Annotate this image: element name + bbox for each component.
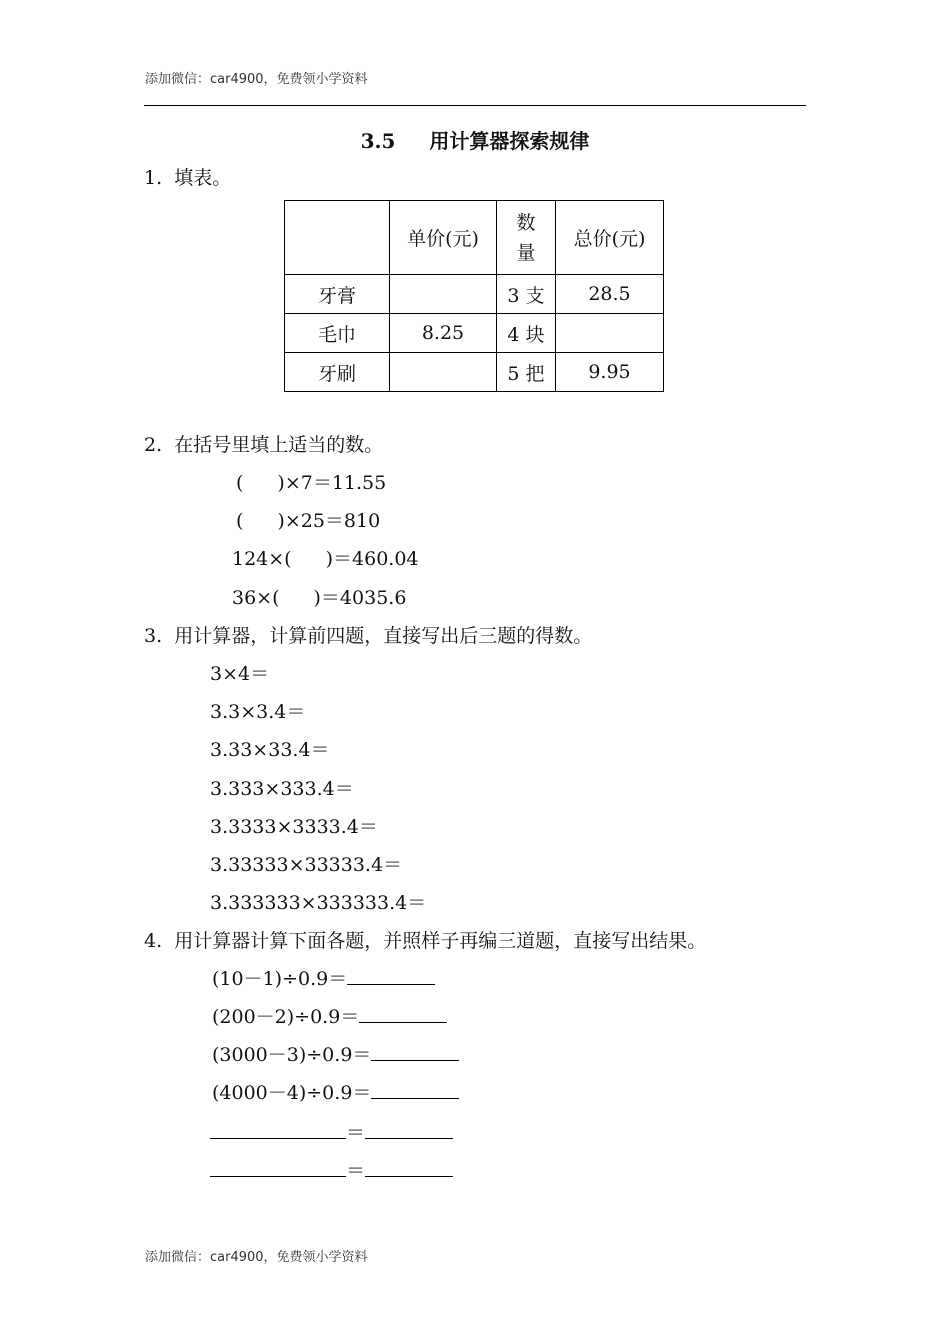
q2-item [232,546,419,572]
q2-item [232,585,406,611]
section-number: 3.5 [360,129,396,153]
answer-blank[interactable] [347,966,435,985]
table-cell[interactable] [556,314,664,353]
q4-item [212,1004,447,1030]
equals-sign: ＝ [346,1122,366,1144]
expression-blank[interactable] [276,1158,346,1177]
header-watermark: 添加微信：car4900，免费领小学资料 [145,72,368,87]
q4-prompt: 4. 用计算器计算下面各题，并照样子再编三道题，直接写出结果。 [144,930,707,952]
header-rule [144,105,806,106]
q4-blank-item [210,1158,453,1184]
q3-item: 3.33333×33333.4＝ [210,854,403,876]
q3-item: 3.3×3.4＝ [210,701,306,723]
answer-blank[interactable] [365,1120,453,1139]
q4-item [212,1042,459,1068]
q2-prompt: 2. 在括号里填上适当的数。 [144,434,384,456]
q3-prompt: 3. 用计算器，计算前四题，直接写出后三题的得数。 [144,625,593,647]
page-title [0,125,950,154]
q2-item-close: )＝460.04 [325,548,419,570]
table-header-cell: 总价(元) [556,201,664,275]
section-title: 用计算器探索规律 [429,129,590,153]
table-cell: 牙膏 [285,275,390,314]
table-cell: 4 块 [497,314,556,353]
q2-item-open: 36×( [232,587,280,609]
q3-item: 3×4＝ [210,663,270,685]
q4-expression: (200－2)÷0.9＝ [212,1006,360,1028]
q3-item: 3.333333×333333.4＝ [210,892,427,914]
price-table [284,200,664,392]
answer-blank[interactable] [371,1042,459,1061]
q2-item-close: )×7＝11.55 [277,472,387,494]
table-header-cell [497,201,556,275]
q4-expression: (4000－4)÷0.9＝ [212,1082,372,1104]
expression-blank[interactable] [210,1158,276,1177]
expression-blank[interactable] [276,1120,346,1139]
q2-item [236,470,386,496]
q4-expression: (3000－3)÷0.9＝ [212,1044,372,1066]
footer-watermark: 添加微信：car4900，免费领小学资料 [145,1250,368,1265]
expression-blank[interactable] [210,1120,276,1139]
q3-item: 3.333×333.4＝ [210,778,354,800]
table-cell: 28.5 [556,275,664,314]
q3-item: 3.33×33.4＝ [210,739,330,761]
q3-item: 3.3333×3333.4＝ [210,816,378,838]
table-cell: 毛巾 [285,314,390,353]
equals-sign: ＝ [346,1160,366,1182]
table-cell: 3 支 [497,275,556,314]
table-row [285,314,664,353]
table-cell: 9.95 [556,353,664,392]
q2-item [236,508,380,534]
q4-item [212,966,435,992]
answer-blank[interactable] [371,1080,459,1099]
q2-item-close: )×25＝810 [277,510,381,532]
q2-item-open: ( [236,510,244,532]
qty-header-bottom: 量 [516,241,536,264]
table-header-cell [285,201,390,275]
qty-header-top: 数 [516,211,536,234]
table-cell: 牙刷 [285,353,390,392]
table-row [285,353,664,392]
table-cell[interactable] [390,353,497,392]
table-header-cell: 单价(元) [390,201,497,275]
q4-item [212,1080,459,1106]
q1-prompt: 1. 填表。 [144,167,232,189]
table-row [285,275,664,314]
q2-item-open: ( [236,472,244,494]
table-header-row [285,201,664,275]
table-cell: 8.25 [390,314,497,353]
q2-item-close: )＝4035.6 [313,587,407,609]
answer-blank[interactable] [359,1004,447,1023]
table-cell[interactable] [390,275,497,314]
q2-item-open: 124×( [232,548,292,570]
q4-expression: (10－1)÷0.9＝ [212,968,348,990]
answer-blank[interactable] [365,1158,453,1177]
q4-blank-item [210,1120,453,1146]
table-cell: 5 把 [497,353,556,392]
